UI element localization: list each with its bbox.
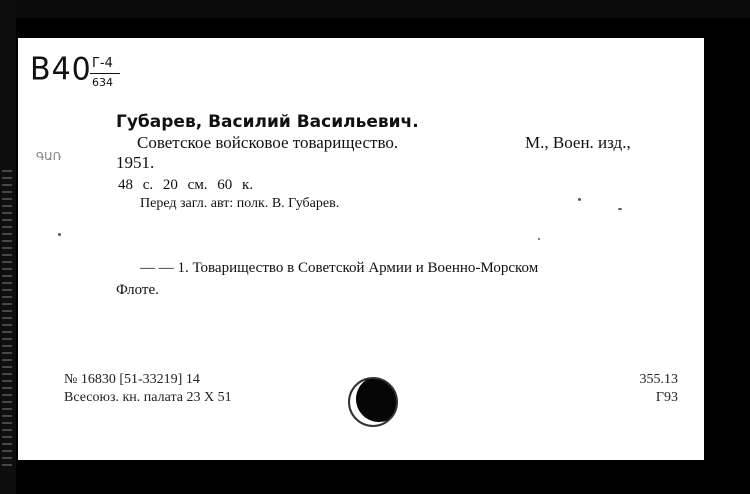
book-title: Советское войсковое товарищество. — [137, 133, 399, 152]
speck — [578, 198, 581, 201]
call-number-fraction — [90, 56, 130, 89]
call-number-fraction-denominator: 634 — [92, 76, 113, 89]
scan-border-top — [0, 0, 750, 18]
call-number: В40 — [30, 51, 92, 88]
publication-year: 1951. — [116, 153, 155, 172]
chamber-date: Всесоюз. кн. палата 23 X 51 — [64, 390, 232, 405]
card-number: № 16830 [51-33219] 14 — [64, 372, 200, 387]
author-heading: Губарев, Василий Васильевич. — [116, 112, 419, 132]
card-number-block — [64, 371, 232, 407]
speck — [58, 233, 61, 236]
punch-hole — [348, 377, 398, 427]
call-number-fraction-numerator: Г-4 — [92, 56, 113, 71]
fraction-line — [90, 73, 120, 74]
subject-heading-line2: Флоте. — [116, 282, 159, 298]
author-mark: Г93 — [655, 390, 678, 405]
classification-number: 355.13 — [639, 372, 678, 387]
scan-edge-marks — [2, 170, 12, 470]
speck — [538, 238, 540, 240]
classification-block — [616, 371, 678, 407]
subject-heading-line1: — — 1. Товарищество в Советской Армии и Военно-Морском — [140, 260, 539, 276]
faint-stamp: ԳԱՌ — [36, 150, 62, 163]
imprint: М., Воен. изд., — [525, 133, 631, 152]
speck — [618, 208, 622, 210]
collation: 48 с. 20 см. 60 к. — [118, 177, 254, 193]
catalog-card — [18, 38, 704, 460]
note: Перед загл. авт: полк. В. Губарев. — [140, 196, 340, 211]
